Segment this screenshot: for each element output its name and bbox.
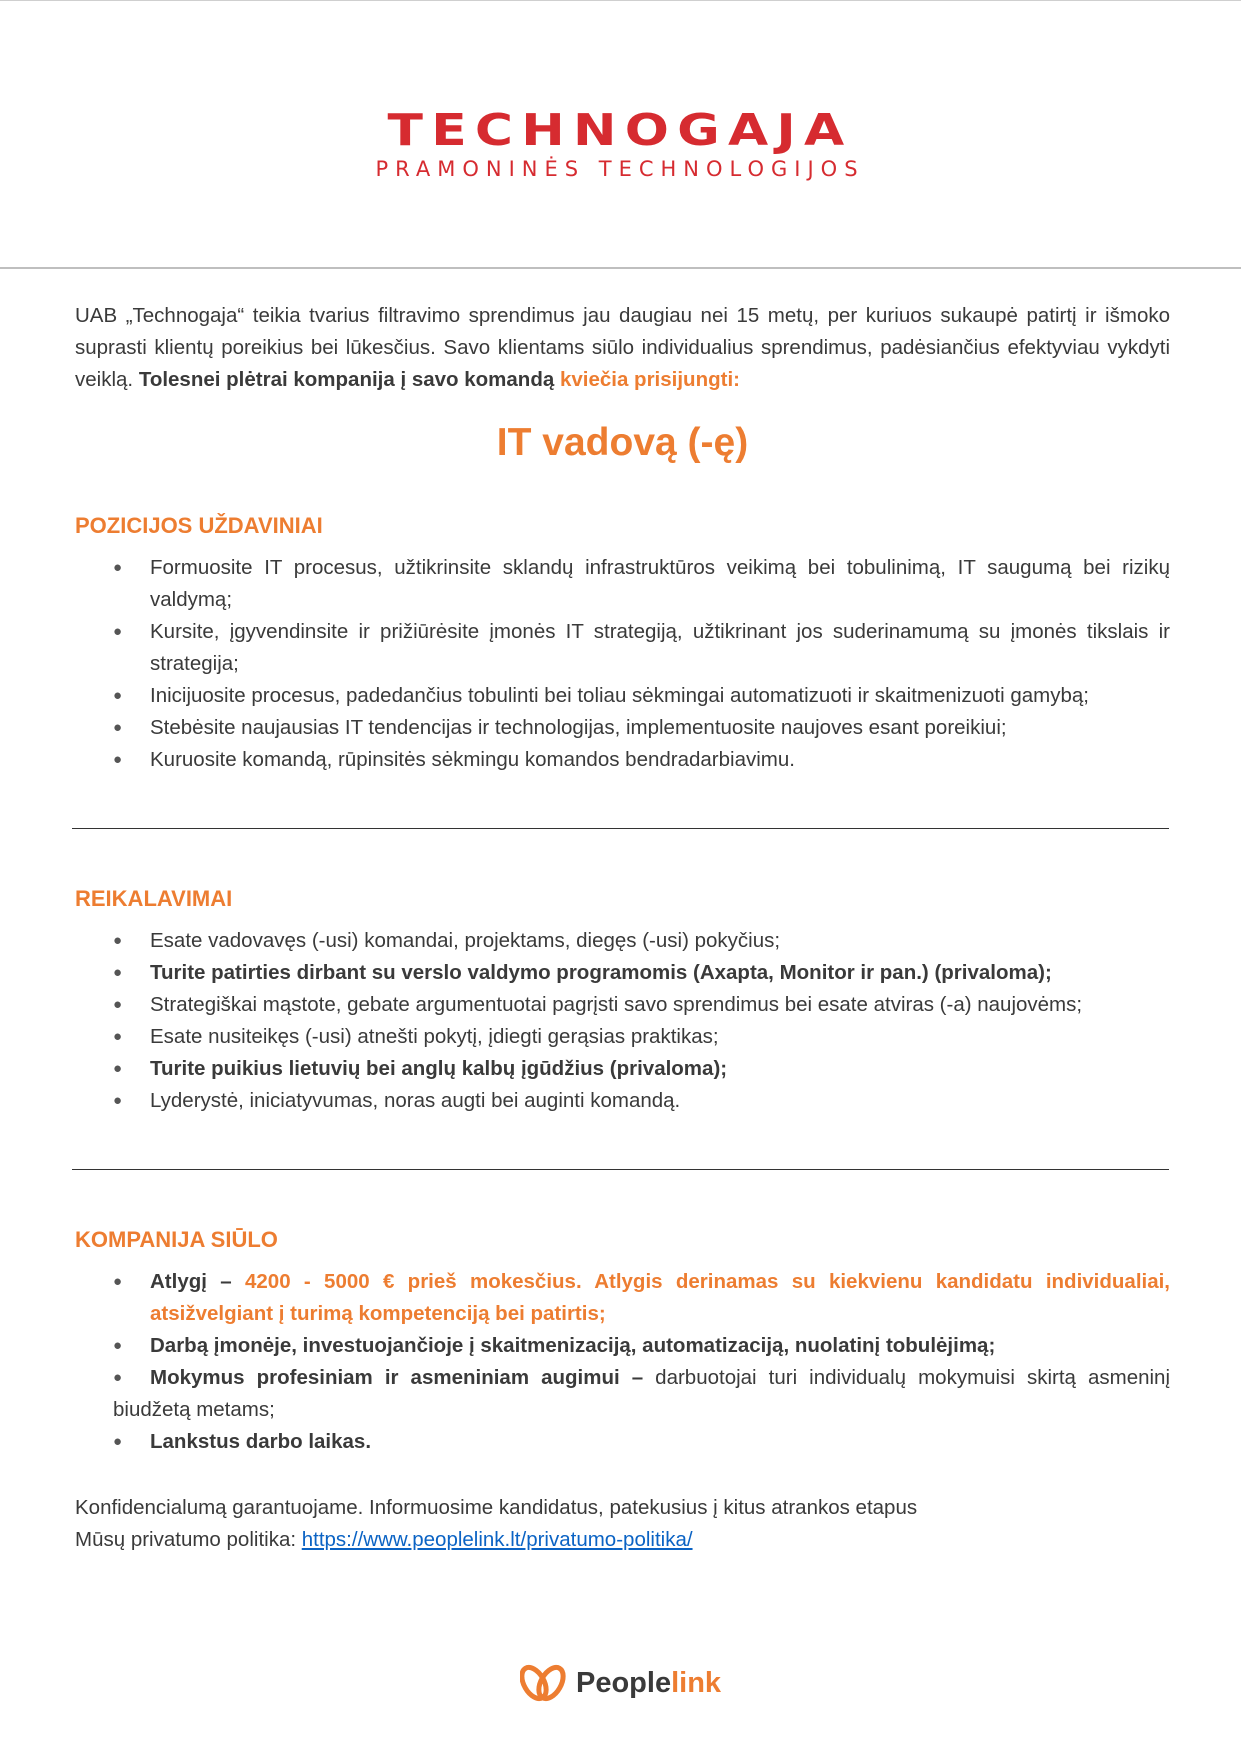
list-item: ● Kursite, įgyvendinsite ir prižiūrėsite įmonės IT strategiją, užtikrinant jos suderinamumą su įmonės tikslais ir strategija; xyxy=(75,616,1170,680)
section-divider xyxy=(72,828,1169,829)
peoplelink-part1: People xyxy=(576,1666,672,1699)
intro-invite: kviečia prisijungti: xyxy=(559,368,740,391)
salary-text: 4200 - 5000 € prieš mokesčius. Atlygis derinamas su kiekvienu kandidatu individualiai, atsižvelgiant į turimą kompetenciją bei patirtis; xyxy=(150,1270,1170,1325)
privacy-line xyxy=(75,1524,1170,1556)
list-item: ● Formuosite IT procesus, užtikrinsite sklandų infrastruktūros veikimą bei tobulinimą, IT saugumą bei rizikų valdymą; xyxy=(75,552,1170,616)
job-ad-content xyxy=(75,300,1170,1556)
peoplelink-knot-icon xyxy=(520,1658,566,1708)
technogaja-logo xyxy=(360,105,880,182)
section-title-offer: KOMPANIJA SIŪLO xyxy=(75,1227,278,1252)
section-title-requirements: REIKALAVIMAI xyxy=(75,886,233,911)
salary-label: Atlygį – xyxy=(150,1270,245,1293)
section-divider xyxy=(72,1169,1169,1170)
list-item: ● Inicijuosite procesus, padedančius tobulinti bei toliau sėkmingai automatizuoti ir skaitmenizuoti gamybą; xyxy=(75,680,1170,712)
list-item: ● Darbą įmonėje, investuojančioje į skaitmenizaciją, automatizaciją, nuolatinį tobulėjimą; xyxy=(75,1330,1170,1362)
logo-main-text: TECHNOGAJA xyxy=(387,105,853,156)
requirements-list xyxy=(75,925,1170,1117)
logo-sub-text: PRAMONINĖS TECHNOLOGIJOS xyxy=(375,157,865,181)
list-item: ● Lyderystė, iniciatyvumas, noras augti bei auginti komandą. xyxy=(75,1085,1170,1117)
list-item: ● Stebėsite naujausias IT tendencijas ir technologijas, implementuosite naujoves esant poreikiui; xyxy=(75,712,1170,744)
peoplelink-logo xyxy=(520,1657,721,1709)
list-item: ● Esate vadovavęs (-usi) komandai, projektams, diegęs (-usi) pokyčius; xyxy=(75,925,1170,957)
job-title: IT vadovą (-ę) xyxy=(496,421,749,464)
confidential-text: Konfidencialumą garantuojame. Informuosime kandidatus, patekusius į kitus atrankos etapus xyxy=(75,1496,918,1519)
offer-list xyxy=(75,1266,1170,1458)
list-item xyxy=(75,1266,1170,1330)
list-item: ● Turite puikius lietuvių bei anglų kalbų įgūdžius (privaloma); xyxy=(75,1053,1170,1085)
header-divider xyxy=(0,267,1241,269)
intro-text: UAB „Technogaja“ teikia tvarius filtravimo sprendimus jau daugiau nei 15 metų, per kuriuos sukaupė patirtį ir išmoko suprasti klientų poreikius bei lūkesčius. Savo klientams siūlo individualius sprendimus, padėsiančius efektyviau vykdyti veiklą. xyxy=(75,304,1170,391)
section-title-tasks: POZICIJOS UŽDAVINIAI xyxy=(75,513,323,538)
intro-bold: Tolesnei plėtrai kompanija į savo komandą xyxy=(138,368,560,391)
list-item: ● Lankstus darbo laikas. xyxy=(75,1426,1170,1458)
list-item: ● Kuruosite komandą, rūpinsitės sėkmingu komandos bendradarbiavimu. xyxy=(75,744,1170,776)
privacy-label: Mūsų privatumo politika: xyxy=(75,1528,302,1551)
peoplelink-part2: link xyxy=(671,1666,722,1699)
list-item: ● Strategiškai mąstote, gebate argumentuotai pagrįsti savo sprendimus bei esate atviras (-a) naujovėms; xyxy=(75,989,1170,1021)
training-text: darbuotojai turi individualų mokymuisi skirtą asmeninį biudžetą metams; xyxy=(113,1366,1171,1421)
peoplelink-wordmark xyxy=(576,1667,721,1700)
list-item: ● Esate nusiteikęs (-usi) atnešti pokytį, įdiegti gerąsias praktikas; xyxy=(75,1021,1170,1053)
privacy-link[interactable]: https://www.peoplelink.lt/privatumo-politika/ xyxy=(301,1528,693,1551)
list-item xyxy=(75,1362,1170,1426)
training-label: Mokymus profesiniam ir asmeniniam augimui – xyxy=(150,1366,644,1389)
footer-note xyxy=(75,1492,1170,1556)
top-border xyxy=(0,0,1241,1)
tasks-list xyxy=(75,552,1170,776)
list-item: ● Turite patirties dirbant su verslo valdymo programomis (Axapta, Monitor ir pan.) (privaloma); xyxy=(75,957,1170,989)
intro-paragraph xyxy=(75,300,1170,396)
